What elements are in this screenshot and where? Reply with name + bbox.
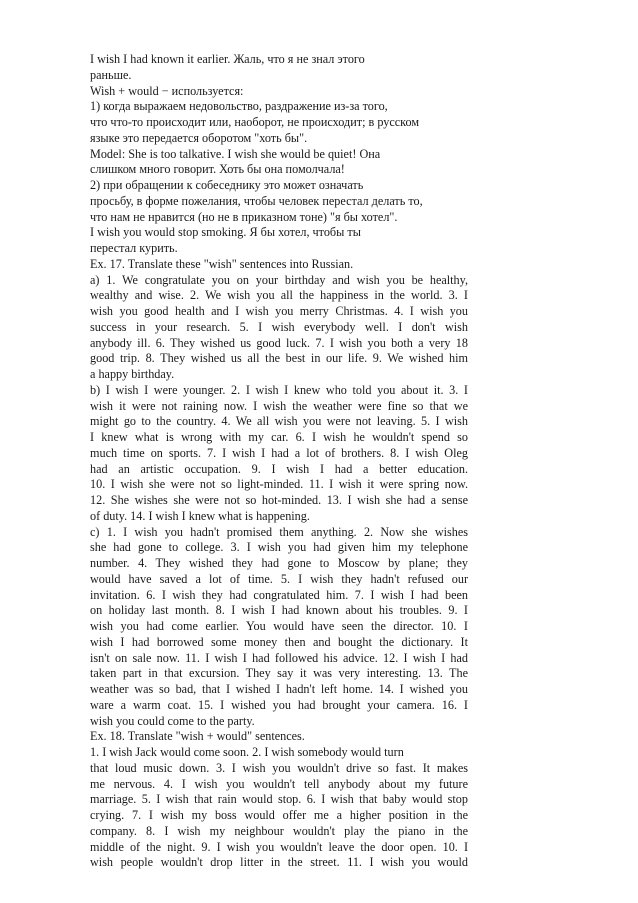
text-line: crying. 7. I wish my boss would offer me a higher position in the [90,808,468,822]
text-line: просьбу, в форме пожелания, чтобы человек перестал делать то, [90,193,423,208]
text-line: 1) когда выражаем недовольство, раздражение из-за того, [90,99,388,114]
text-line: что нам не нравится (но не в приказном тоне) "я бы хотел". [90,209,398,224]
text-line: on holiday last month. 8. I wish I had known about his troubles. 9. I [90,603,468,618]
text-line: isn't on sale now. 11. I wish I had followed his advice. 12. I wish I had [90,650,468,665]
text-line: me nervous. 4. I wish you wouldn't tell anybody about my future [90,776,468,791]
text-line: that loud music down. 3. I wish you wouldn't drive so fast. It makes [90,760,468,775]
text-line: she had gone to college. 3. I wish you had given him my telephone [90,540,468,555]
text-line: had an artistic occupation. 9. I wish I had a better education. [90,461,468,476]
text-line: taken part in that excursion. They say it was very interesting. 13. The [90,666,468,681]
text-line: Ex. 18. Translate "wish + would" sentences. [90,729,305,744]
text-line: middle of the night. 9. I wish you wouldn't leave the door open. 10. I [90,839,468,854]
text-line: ware a warm coat. 15. I wished you had brought your camera. 16. I [90,697,468,712]
text-line: wealthy and wise. 2. We wish you all the happiness in the world. 3. I [90,288,468,303]
text-line: weather was so bad, that I wished I hadn't left home. 14. I wished you [90,682,468,696]
text-line: b) I wish I were younger. 2. I wish I knew who told you about it. 3. I [90,382,468,397]
text-line: company. 8. I wish my neighbour wouldn't play the piano in the [90,823,468,838]
text-line: языке это передается оборотом "хоть бы". [90,130,308,145]
text-line: of duty. 14. I wish I knew what is happening. [90,508,310,523]
text-line: Wish + would − используется: [90,83,244,98]
text-line: good trip. 8. They wished us all the best in our life. 9. We wished him [90,351,468,366]
text-line: much time on sports. 7. I wish I had a lot of brothers. 8. I wish Oleg [90,445,468,460]
text-line: invitation. 6. I wish they had congratulated him. 7. I wish I had been [90,587,468,602]
text-line: c) 1. I wish you hadn't promised them anything. 2. Now she wishes [90,524,468,539]
text-line: Model: She is too talkative. I wish she would be quiet! Она [90,146,381,161]
text-line: Ex. 17. Translate these "wish" sentences into Russian. [90,256,354,271]
text-line: success in your research. 5. I wish everybody well. I don't wish [90,319,468,334]
text-line: wish I had borrowed some money then and bought the dictionary. It [90,634,468,649]
text-line: a) 1. We congratulate you on your birthday and wish you be healthy, [90,272,468,287]
document-page [90,52,468,871]
text-line: number. 4. They wished they had gone to Moscow by plane; they [90,556,468,570]
text-line: wish you could come to the party. [90,713,255,728]
text-line: wish you had come earlier. You would have seen the director. 10. I [90,619,468,633]
text-line: might go to the country. 4. We all wish you were not leaving. 5. I wish [90,414,468,429]
text-line: wish people wouldn't drop litter in the street. 11. I wish you would [90,855,468,870]
text-line: wish it were not raining now. I wish the weather were fine so that we [90,398,468,413]
text-line: 10. I wish she were not so light-minded. 11. I wish it were spring now. [90,477,468,492]
text-line: anybody ill. 6. They wished us good luck. 7. I wish you both a very 18 [90,335,468,350]
text-line: marriage. 5. I wish that rain would stop. 6. I wish that baby would stop [90,792,468,807]
text-line: wish you good health and I wish you merry Christmas. 4. I wish you [90,304,468,318]
text-line: слишком много говорит. Хоть бы она помолчала! [90,162,345,177]
text-line: I knew what is wrong with my car. 6. I wish he wouldn't spend so [90,430,468,444]
text-line: would have saved a lot of time. 5. I wish they hadn't refused our [90,571,468,586]
text-line: перестал курить. [90,241,178,255]
text-line: a happy birthday. [90,367,175,381]
text-line: раньше. [90,67,132,82]
text-line: 2) при обращении к собеседнику это может означать [90,178,364,192]
text-line: 1. I wish Jack would come soon. 2. I wish somebody would turn [90,745,404,759]
text-line: что что-то происходит или, наоборот, не происходит; в русском [90,115,420,129]
text-line: I wish you would stop smoking. Я бы хотел, чтобы ты [90,225,361,240]
text-line: I wish I had known it earlier. Жаль, что я не знал этого [90,52,365,66]
text-line: 12. She wishes she were not so hot-minded. 13. I wish she had a sense [90,493,468,507]
